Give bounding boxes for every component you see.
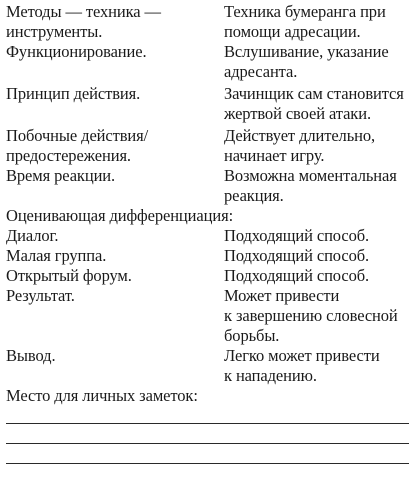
row-value-line: Действует длительно, — [224, 126, 376, 145]
row-value-line: к завершению словесной — [224, 306, 398, 325]
row-value-line: помощи адресации. — [224, 22, 361, 41]
row-label — [6, 346, 221, 366]
row-value-line: реакция. — [224, 186, 284, 205]
row-value — [224, 266, 414, 286]
row-value — [224, 84, 414, 124]
notes-line — [6, 443, 409, 444]
row-value-line: начинает игру. — [224, 146, 325, 165]
row-label — [6, 126, 221, 166]
notes-label-text: Место для личных заметок: — [6, 386, 198, 405]
row-value — [224, 226, 414, 246]
document-page — [6, 0, 412, 482]
row-value-line: Легко может привести — [224, 346, 380, 365]
row-label — [6, 166, 221, 186]
row-label-line: Принцип действия. — [6, 84, 141, 103]
row-label-line: Вывод. — [6, 346, 56, 365]
row-value-line: Возможна моментальная — [224, 166, 397, 185]
row-value-line: Подходящий способ. — [224, 226, 370, 245]
row-value-line: Может привести — [224, 286, 340, 305]
row-label — [6, 246, 221, 266]
row-label — [6, 266, 221, 286]
row-value — [224, 2, 414, 42]
row-label-line: Время реакции. — [6, 166, 116, 185]
row-label-line: Методы — техника — — [6, 2, 161, 21]
row-value — [224, 346, 414, 386]
section-heading-text: Оценивающая дифференциация: — [6, 206, 234, 225]
row-label-line: инструменты. — [6, 22, 103, 41]
row-label-line: Функционирование. — [6, 42, 147, 61]
notes-line — [6, 423, 409, 424]
row-value-line: к нападению. — [224, 366, 317, 385]
row-label — [6, 2, 221, 42]
row-label — [6, 286, 221, 306]
row-value-line: адресанта. — [224, 62, 298, 81]
row-value-line: борьбы. — [224, 326, 280, 345]
row-label-line: Открытый форум. — [6, 266, 132, 285]
row-label-line: Результат. — [6, 286, 75, 305]
row-value-line: жертвой своей атаки. — [224, 104, 371, 123]
row-label — [6, 42, 221, 62]
row-label-line: Побочные действия/ — [6, 126, 149, 145]
row-value — [224, 126, 414, 166]
row-value — [224, 42, 414, 82]
notes-line — [6, 463, 409, 464]
row-label — [6, 84, 221, 104]
row-label — [6, 226, 221, 246]
row-label-line: Диалог. — [6, 226, 59, 245]
row-value-line: Вслушивание, указание — [224, 42, 389, 61]
row-value-line: Зачинщик сам становится — [224, 84, 404, 103]
row-value — [224, 166, 414, 206]
row-value — [224, 246, 414, 266]
row-label-line: Малая группа. — [6, 246, 107, 265]
row-value-line: Подходящий способ. — [224, 246, 370, 265]
row-value-line: Техника бумеранга при — [224, 2, 386, 21]
row-value-line: Подходящий способ. — [224, 266, 370, 285]
row-label-line: предостережения. — [6, 146, 131, 165]
row-value — [224, 286, 414, 346]
